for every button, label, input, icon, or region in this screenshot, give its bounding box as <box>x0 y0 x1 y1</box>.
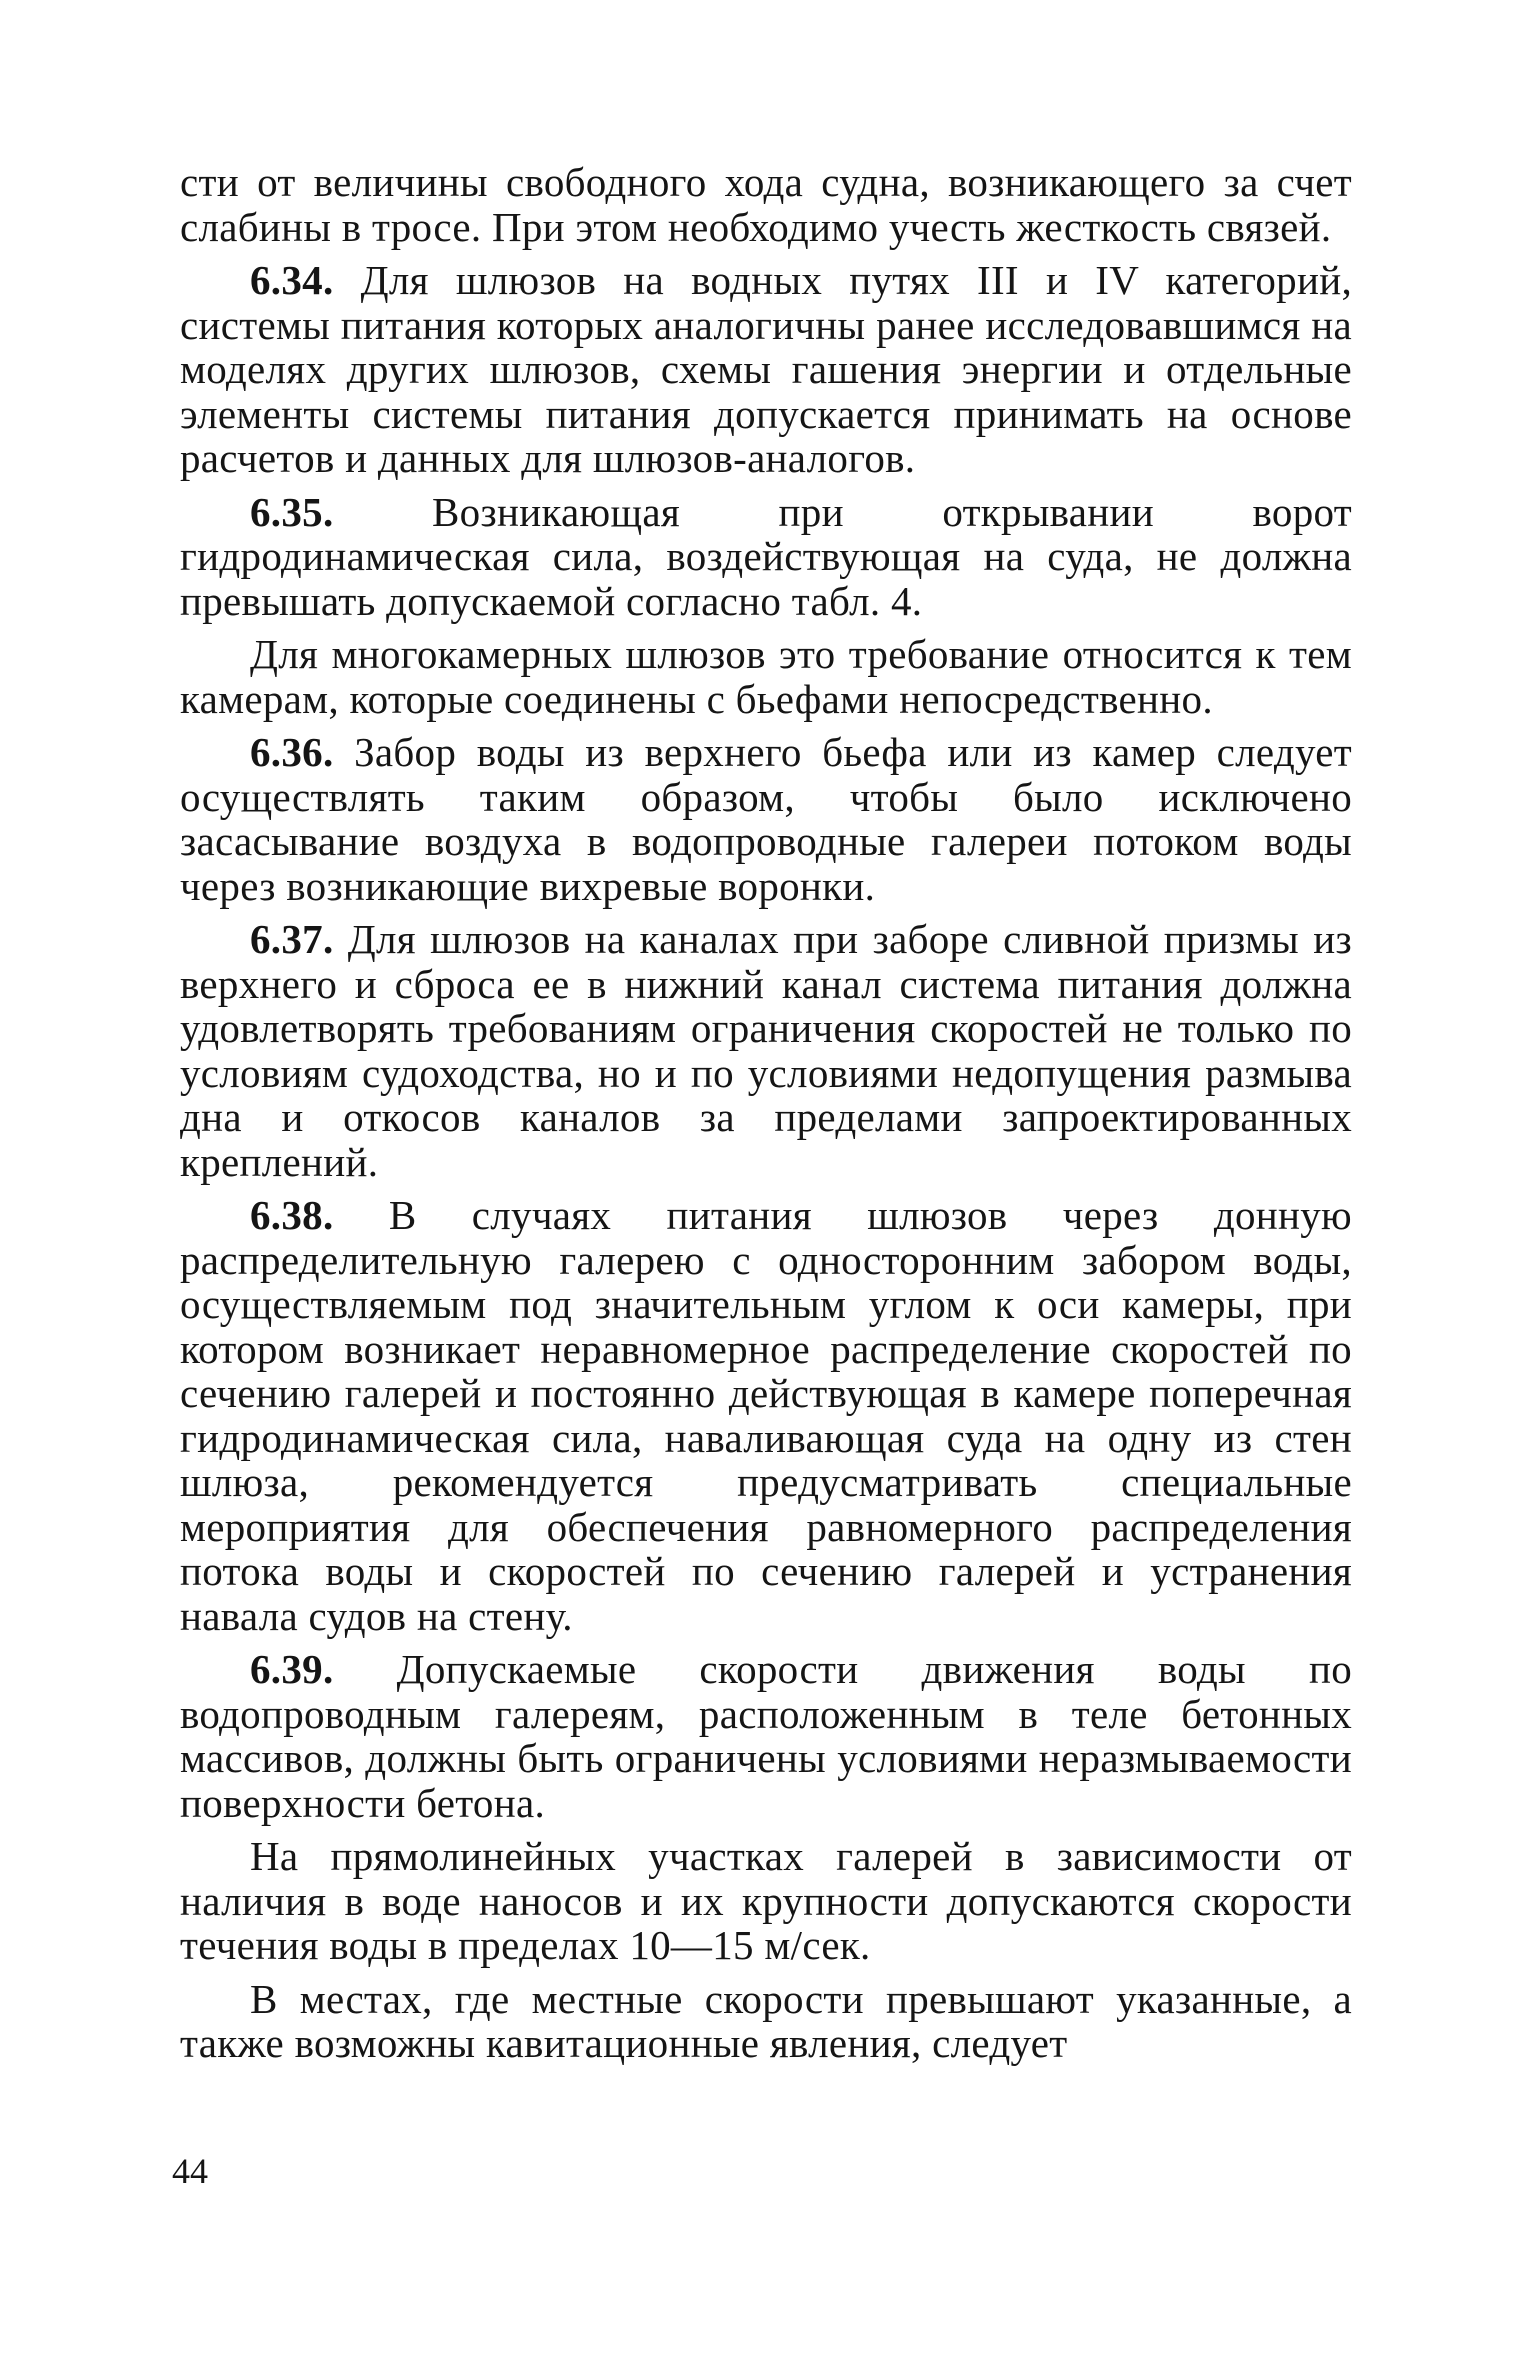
section-number: 6.35. <box>250 488 334 535</box>
section-number: 6.34. <box>250 257 334 303</box>
paragraph-velocity-limits <box>180 1834 1352 1968</box>
paragraph-text: Для многокамерных шлюзов это требование относится к тем камерам, которые соединены с бьефами непосредственно. <box>180 631 1352 722</box>
paragraph-text: Забор воды из верхнего бьефа или из камер следует осуществлять таким образом, чтобы было исключено засасывание воздуха в водопроводные галереи потоком воды через возникающие вихревые воронки. <box>180 729 1352 909</box>
paragraph-text: Для шлюзов на водных путях III и IV категорий, системы питания которых аналогичны ранее исследовавшимся на моделях других шлюзов, схемы гашения энергии и отдельные элементы системы питания допускается принимать на основе расчетов и данных для шлюзов-аналогов. <box>180 257 1352 481</box>
paragraph-text: Возникающая при открывании ворот гидродинамическая сила, воздействующая на суда, не должна превышать допускаемой согласно табл. 4. <box>180 488 1352 624</box>
section-6-35 <box>180 490 1352 624</box>
section-number: 6.37. <box>250 916 334 962</box>
section-6-34 <box>180 258 1352 481</box>
paragraph-multichamber <box>180 632 1352 721</box>
section-6-39 <box>180 1647 1352 1825</box>
page-text-block <box>180 160 1352 2066</box>
section-6-37 <box>180 917 1352 1184</box>
paragraph-cavitation <box>180 1977 1352 2066</box>
section-number: 6.38. <box>250 1192 334 1238</box>
section-number: 6.36. <box>250 729 334 775</box>
page-number: 44 <box>172 2151 208 2191</box>
section-number: 6.39. <box>250 1646 334 1692</box>
paragraph-text: В случаях питания шлюзов через донную распределительную галерею с односторонним забором воды, осуществляемым под значительным углом к оси камеры, при котором возникает неравномерное распределение скоростей по сечению галерей и постоянно действующая в камере поперечная гидродинамическая сила, наваливающая суда на одну из стен шлюза, рекомендуется предусматривать специальные мероприятия для обеспечения равномерного распределения потока воды и скоростей по сечению галерей и устранения навала судов на стену. <box>180 1192 1352 1639</box>
paragraph-text: На прямолинейных участках галерей в зависимости от наличия в воде наносов и их крупности допускаются скорости течения воды в пределах 10—15 м/сек. <box>180 1833 1352 1968</box>
paragraph-text: В местах, где местные скорости превышают указанные, а также возможны кавитационные явления, следует <box>180 1975 1352 2066</box>
paragraph-text: Для шлюзов на каналах при заборе сливной призмы из верхнего и сброса ее в нижний канал система питания должна удовлетворять требованиям ограничения скоростей не только по условиям судоходства, но и по условиями недопущения размыва дна и откосов каналов за пределами запроектированных креплений. <box>180 916 1352 1185</box>
paragraph-text: Допускаемые скорости движения воды по водопроводным галереям, расположенным в теле бетонных массивов, должны быть ограничены условиями неразмываемости поверхности бетона. <box>180 1646 1352 1826</box>
section-6-36 <box>180 730 1352 908</box>
paragraph-text: сти от величины свободного хода судна, возникающего за счет слабины в тросе. При этом необходимо учесть жесткость связей. <box>180 159 1352 250</box>
paragraph-continuation <box>180 160 1352 249</box>
section-6-38 <box>180 1193 1352 1638</box>
